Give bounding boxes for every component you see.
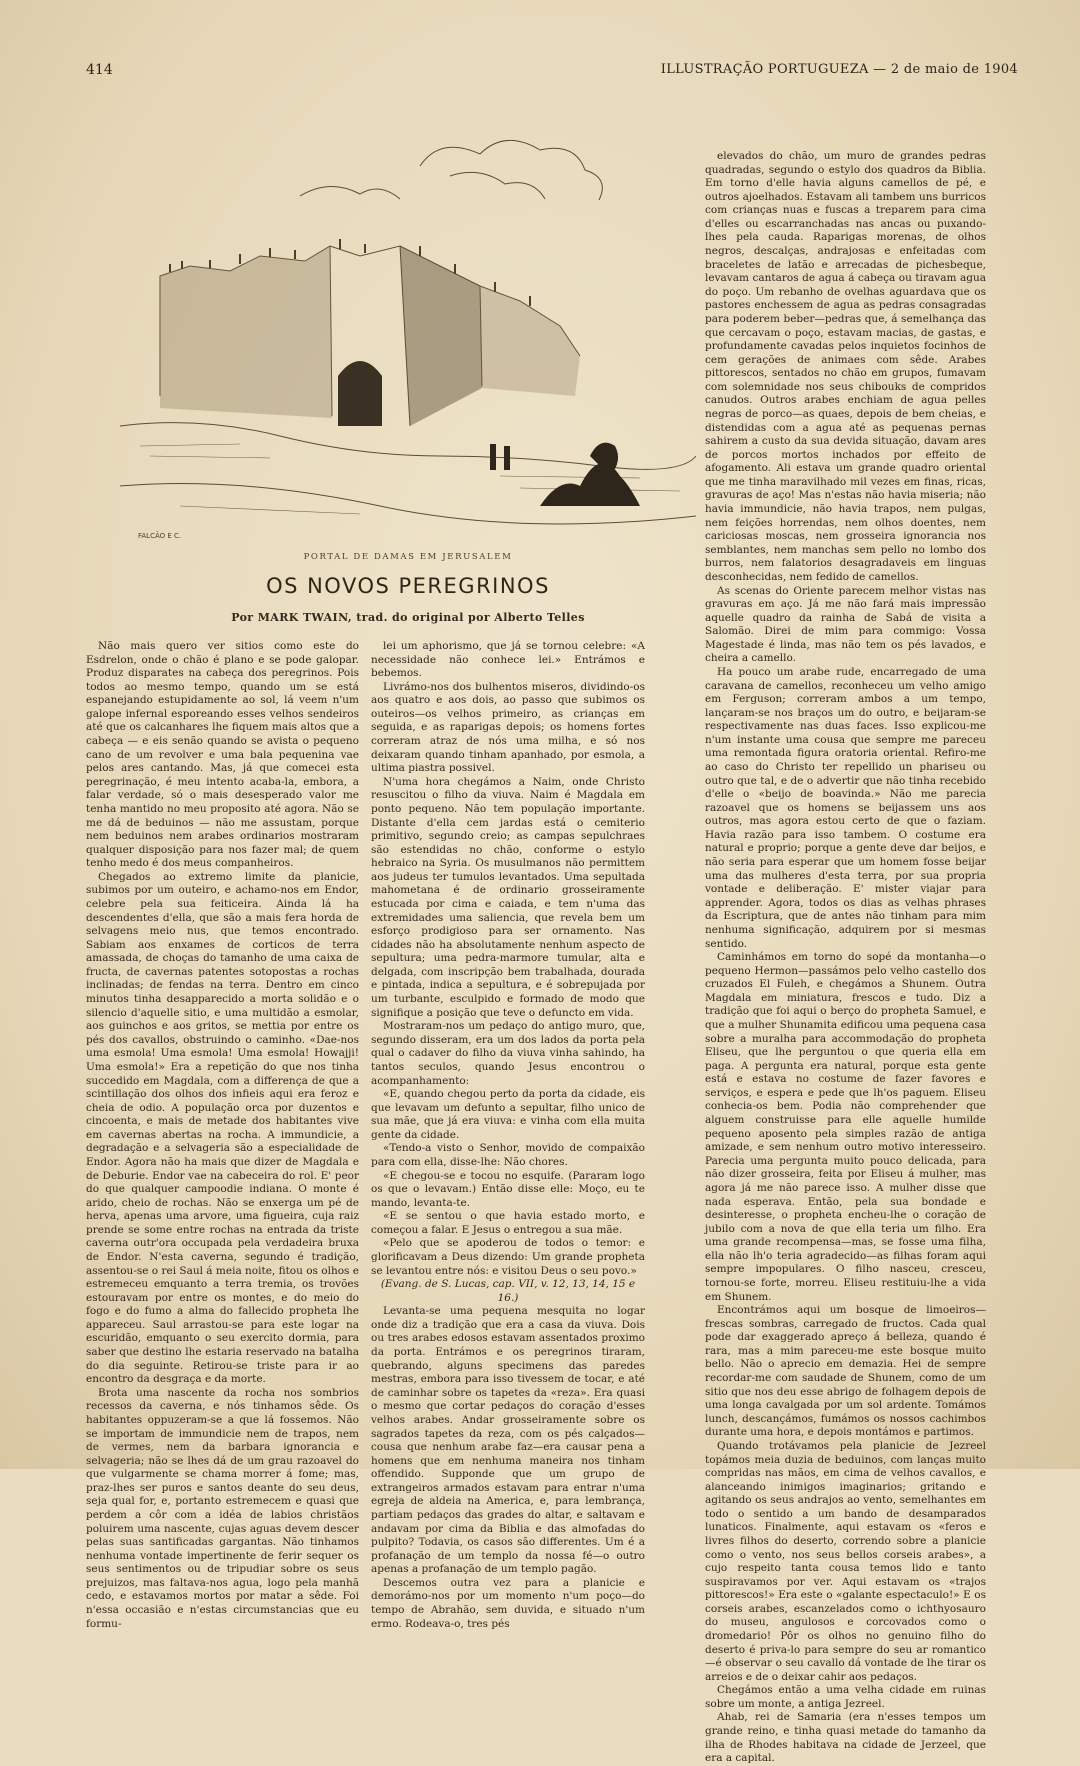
paragraph: «Pelo que se apoderou de todos o temor: e glorificavam a Deus dizendo: Um grande propheta se levantou entre nós: e visitou Deus o seu povo.» — [371, 1237, 645, 1277]
paragraph: «Tendo-a visto o Senhor, movido de compaixão para com ella, disse-lhe: Não chores. — [371, 1142, 645, 1168]
paragraph: Brota uma nascente da rocha nos sombrios recessos da caverna, e nós tinhamos sêde. Os habitantes oppuzeram-se a que lá fossemos. Não se importam de immundicie nem de trapos, nem de vermes, nem da barbara ignorancia e selvageria; não se lhes dá de um grau razoavel do que vulgarmente se chama morrer á fome; mas, praz-lhes ser puros e santos deante do seu deus, seja qual for, e, portanto estremecem e quasi que perdem a côr com a idéa de labios christãos poluirem uma nascente, cujas aguas devem descer pelas suas santificadas gargantas. Não tinhamos nenhuma vontade impertinente de ferir sequer os seus sentimentos ou de tripudiar sobre os seus prejuizos, mas faltava-nos agua, logo pela manhã cedo, e estavamos mortos por matar a sêde. Foi n'essa occasião e n'estas circumstancias que eu formu- — [86, 1386, 359, 1630]
paragraph: N'uma hora chegámos a Naim, onde Christo resuscitou o filho da viuva. Naim é Magdala em ponto pequeno. Não tem população importante. Distante d'ella cem jardas está o cemiterio primitivo, segundo creio; as campas sepulchraes são estendidas no chão, conforme o estylo hebraico na Syria. Os musulmanos não permittem aos judeus ter tumulos levantados. Uma sepultada mahometana é de ordinario grosseiramente estucada por cima e caiada, e tem n'uma das extremidades uma saliencia, que revela bem um esforço prodigioso para ser ornamento. Nas cidades não ha absolutamente nenhum aspecto de sepultura; uma pedra-marmore tumular, alta e delgada, com inscripção bem trabalhada, dourada e pintada, indica a sepultura, e é sobrepujada por um turbante, esculpido e formado de modo que signifique a posição que teve o defuncto em vida. — [371, 775, 645, 1019]
paragraph: Não mais quero ver sitios como este do Esdrelon, onde o chão é plano e se pode galopar. Produz disparates na cabeça dos peregrinos. Pois todos ao mesmo tempo, quando um se está espanejando estupidamente ao sol, lá veem n'um galope infernal esporeando esses velhos sendeiros até que os calcanhares lhe fiquem mais altos que a cabeça — e eis senão quando se avista o pequeno cano de um revolver e uma bala pequenina vae pelos ares cantando. Mas, já que comecei esta peregrinação, é meu intento acaba-la, embora, a falar verdade, só o mais desesperado valor me tenha mantido no meu proposito até agora. Não se me dá de beduinos — não me assustam, porque nem beduinos nem arabes ordinarios mostraram qualquer disposição para nos fazer mal; de quem tenho medo é dos meus companheiros. — [86, 640, 359, 870]
paragraph: Chegámos então a uma velha cidade em ruinas sobre um monte, a antiga Jezreel. — [705, 1684, 986, 1710]
article-title: OS NOVOS PEREGRINOS — [266, 574, 550, 598]
scripture-citation: (Evang. de S. Lucas, cap. VII, v. 12, 13, 14, 15 e 16.) — [380, 1278, 636, 1304]
damascus-gate-illustration — [120, 126, 696, 544]
paragraph: Mostraram-nos um pedaço do antigo muro, que, segundo disseram, era um dos lados da porta pela qual o cadaver do filho da viuva vinha sahindo, ha tantos seculos, quando Jesus encontrou o acompanhamento: — [371, 1020, 645, 1087]
paragraph: Livrámo-nos dos bulhentos miseros, dividindo-os aos quatro e aos dois, ao passo que subimos os outeiros—os velhos primeiro, as crianças em seguida, e as raparigas depois; os homens fortes correram atraz de nós uma milha, e só nos deixaram quando tinham apanhado, por esmola, a ultima piastra possivel. — [371, 680, 645, 775]
paragraph: «E, quando chegou perto da porta da cidade, eis que levavam um defunto a sepultar, filho unico de sua mãe, que já era viuva: e vinha com ella muita gente da cidade. — [371, 1088, 645, 1141]
text-column-3 — [705, 150, 986, 1765]
paragraph: Encontrámos aqui um bosque de limoeiros—frescas sombras, carregado de fructos. Cada qual pode dar exaggerado apreço á belleza, quando é rara, mas a mim pareceu-me este bosque muito bello. Não o aprecio em demazia. Hei de sempre recordar-me com saudade de Shunem, como de um sitio que nos deu esse abrigo de folhagem depois de uma longa cavalgada por um sol ardente. Tomámos lunch, descançámos, fumámos os nossos cachimbos durante uma hora, e depois montámos e partimos. — [705, 1304, 986, 1439]
artist-signature: FALCÃO E C. — [138, 532, 182, 540]
paragraph: Chegados ao extremo limite da planicie, subimos por um outeiro, e achamo-nos em Endor, celebre pela sua feiticeira. Ainda lá ha descendentes d'ella, que são a mais fera horda de selvagens meio nus, que temos encontrado. Sabiam aos enxames de corticos de terra amassada, de choças do tamanho de uma caixa de fructa, de cavernas patentes sotopostas a rochas inclinadas; de fendas na terra. Dentro em cinco minutos tinha desapparecido a morta solidão e o silencio d'aquelle sitio, e uma multidão a esmolar, aos guinchos e aos gritos, se mettia por entre os pés dos cavallos, obstruindo o caminho. «Dae-nos uma esmola! Uma esmola! Uma esmola! Howajji! Uma esmola!» Era a repetição do que nos tinha succedido em Magdala, com a differença de que a scintillação dos olhos dos infieis aqui era feroz e cheia de odio. A população orca por duzentos e cincoenta, e mais de metade dos habitantes vive em cavernas abertas na rocha. A immundicie, a degradação e a selvageria são a especialidade de Endor. Agora não ha mais que dizer de Magdala e de Deburie. Endor vae na cabeceira do rol. E' peor do que qualquer campoodie indiana. O monte é arido, cheio de rochas. Não se enxerga um pé de herva, apenas uma arvore, uma figueira, cuja raiz prende se some entre rochas na entrada da triste caverna outr'ora occupada pela verdadeira bruxa de Endor. N'esta caverna, segundo é tradição, assentou-se o rei Saul á meia noite, fitou os olhos e estremeceu emquanto a terra tremia, os trovões estouravam por entre os montes, e do meio do fogo e do fumo a alma do fallecido propheta lhe appareceu. Saul arrastou-se para este logar na escuridão, emquanto o seu exercito dormia, para saber que destino lhe estaria reservado na batalha do dia seguinte. Retirou-se triste para ir ao encontro da desgraça e da morte. — [86, 870, 359, 1386]
paragraph: «E chegou-se e tocou no esquife. (Pararam logo os que o levavam.) Então disse elle: Moço, eu te mando, levanta-te. — [371, 1169, 645, 1209]
paragraph: Descemos outra vez para a planicie e demorámo-nos por um momento n'um poço—do tempo de Abrahão, sem duvida, e situado n'um ermo. Rodeava-o, tres pés — [371, 1576, 645, 1630]
paragraph: Ahab, rei de Samaria (era n'esses tempos um grande reino, e tinha quasi metade do tamanho da ilha de Rhodes habitava na cidade de Jerzeel, que era a capital. — [705, 1711, 986, 1765]
paragraph: Levanta-se uma pequena mesquita no logar onde diz a tradição que era a casa da viuva. Dois ou tres arabes edosos estavam assentados proximo da porta. Entrámos e os peregrinos tiraram, quebrando, alguns specimens das paredes mestras, embora para isso tivessem de tocar, e até de caminhar sobre os tapetes da «reza». Era quasi o mesmo que cortar pedaços do coração d'esses velhos arabes. Andar grosseiramente sobre os sagrados tapetes da reza, com os pés calçados—cousa que nenhum arabe faz—era causar pena a homens que em nenhuma maneira nos tinham offendido. Supponde que um grupo de extrangeiros armados estavam para entrar n'uma egreja de aldeia na America, e, para lembrança, partiam pedaços das grades do altar, e saltavam e andavam por cima da Biblia e das almofadas do pulpito? Todavia, os casos são differentes. Um é a profanação de um templo da nossa fé—o outro apenas a profanação de um templo pagão. — [371, 1305, 645, 1576]
text-column-2 — [371, 640, 645, 1630]
paragraph: Quando trotávamos pela planicie de Jezreel topámos meia duzia de beduinos, com lanças muito compridas nas mãos, em cima de velhos cavallos, e alanceando inimigos imaginarios; gritando e agitando os seus andrajos ao vento, semelhantes em todo o sentido a um bando de desamparados lunaticos. Finalmente, aqui estavam os «feros e livres filhos do deserto, correndo sobre a planicie como o vento, nos seus bellos corseis arabes», a cujo respeito tanta cousa temos lido e tanto suspiravamos por ver. Aqui estavam os «trajos pittorescos!» Era este o «galante espectaculo!» E os corseis arabes, escanzelados como o ichthyosauro do museu, angulosos e corcovados como o dromedario! Pôr os olhos no genuino filho do deserto é priva-lo para sempre do seu ar romantico—é observar o seu cavallo dá vontade de lhe tirar os arreios e de o deixar cahir aos pedaços. — [705, 1439, 986, 1683]
illustration-caption: PORTAL DE DAMAS EM JERUSALEM — [303, 552, 513, 562]
paragraph: «E se sentou o que havia estado morto, e começou a falar. E Jesus o entregou a sua mãe. — [371, 1210, 645, 1236]
text-column-1 — [86, 640, 359, 1630]
paragraph: Caminhámos em torno do sopé da montanha—o pequeno Hermon—passámos pelo velho castello dos cruzados El Fuleh, e chegámos a Shunem. Outra Magdala em miniatura, frescos e tudo. Diz a tradição que foi aqui o berço do propheta Samuel, e que a mulher Shunamita edificou uma pequena casa sobre a muralha para accommodação do propheta Eliseu, que lhe perguntou o que queria ella em paga. A pergunta era natural, porque esta gente está e estava no costume de fazer favores e serviços, e espera e pede que lh'os paguem. Eliseu conhecia-os bem. Podia não comprehender que alguem construisse para elle aquelle humilde pequeno aposento pela simples razão de antiga amizade, e sem nenhum outro motivo interesseiro. Parecia uma pergunta muito pouco delicada, para não dizer grosseira, feita por Eliseu á mulher, mas agora já me não parece isso. A mulher disse que nada esperava. Então, pela sua bondade e desinteresse, o propheta encheu-lhe o coração de jubilo com a nova de que ella teria um filho. Era uma grande recompensa—mas, se fosse uma filha, ella não lh'o teria agradecido—as filhas foram aqui sempre impopulares. O filho nasceu, cresceu, tornou-se forte, morreu. Eliseu restituiu-lhe a vida em Shunem. — [705, 951, 986, 1303]
paragraph: lei um aphorismo, que já se tornou celebre: «A necessidade não conhece lei.» Entrámos e bebemos. — [371, 640, 645, 680]
page-number: 414 — [86, 62, 113, 78]
running-head: ILLUSTRAÇÃO PORTUGUEZA — 2 de maio de 1904 — [660, 62, 1018, 77]
paragraph: elevados do chão, um muro de grandes pedras quadradas, segundo o estylo dos quadros da Biblia. Em torno d'elle havia alguns camellos de pé, e outros ajoelhados. Estavam ali tambem uns burricos com crianças nuas e fuscas a treparem para cima d'elles ou escarranchadas nas ancas ou puxando-lhes pela cauda. Raparigas morenas, de olhos negros, descalças, andrajosas e enfeitadas com braceletes de latão e arrecadas de pichesbeque, levavam cantaros de agua á cabeça ou tiravam agua do poço. Um rebanho de ovelhas aguardava que os pastores enchessem de agua as pedras consagradas para poderem beber—pedras que, á semelhança das que cercavam o poço, estavam macias, de gastas, e profundamente cavadas pelos inquietos focinhos de cem gerações de animaes com sêde. Arabes pittorescos, sentados no chão em grupos, fumavam com solemnidade nos seus chibouks de compridos canudos. Outros arabes enchiam de agua pelles negras de porco—as quaes, depois de bem cheias, e distendidas com a agua até as pequenas pernas sahirem a custo da sua devida situação, davam ares de porcos mortos inchados por effeito de afogamento. Ali estava um grande quadro oriental que me tinha maravilhado mil vezes em finas, ricas, gravuras de aço! Mas n'estas não havia miseria; não havia immundicie, não havia trapos, nem pulgas, nem feições horrendas, nem olhos doentes, nem cariciosas moscas, nem grosseira ignorancia nos semblantes, nem manchas sem pello no lombo dos burros, nem falatorios desagradaveis em linguas desconhecidas, nem fedido de camellos. — [705, 150, 986, 583]
paragraph: Ha pouco um arabe rude, encarregado de uma caravana de camellos, reconheceu um velho amigo em Ferguson; correram ambos a um tempo, lançaram-se nos braços um do outro, e beijaram-se respectivamente nas duas faces. Isso explicou-me n'um instante uma cousa que sempre me pareceu uma remontada figura oratoria oriental. Refiro-me ao caso do Christo ter repellido un phariseu ou outro que tal, e de o advertir que não tinha recebido d'elle o «beijo de boavinda.» Não me parecia razoavel que os homens se beijassem uns aos outros, mas agora estou certo de que o faziam. Havia razão para isso tambem. O costume era natural e proprio; porque a gente deve dar beijos, e não seria para esperar que um homem fosse beijar uma das mulheres d'esta terra, por sua propria vontade e deliberação. E' mister viajar para apprender. Agora, todos os dias as velhas phrases da Escriptura, que de antes não tinham para mim nenhuma significação, adquirem por si mesmas sentido. — [705, 665, 986, 950]
article-byline: Por MARK TWAIN, trad. do original por Alberto Telles — [231, 611, 585, 624]
paragraph: As scenas do Oriente parecem melhor vistas nas gravuras em aço. Já me não fará mais impressão aquelle quadro da rainha de Sabá de visita a Salomão. Direi de mim para commigo: Vossa Magestade é linda, mas não tem os pés lavados, e cheira a camello. — [705, 584, 986, 665]
